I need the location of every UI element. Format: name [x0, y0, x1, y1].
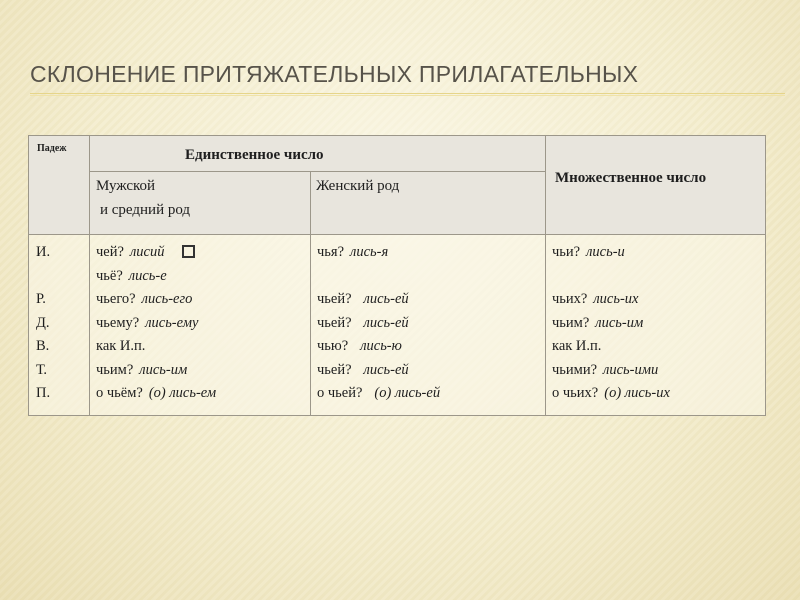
- form-question: о чьих?: [552, 385, 599, 401]
- singular-header-cell: [90, 136, 546, 172]
- form-answer: лись-ю: [360, 338, 402, 354]
- form-line: [96, 335, 310, 359]
- form-line: [317, 359, 545, 383]
- form-question: чьей?: [317, 314, 352, 331]
- form-answer: лись-ими: [603, 361, 659, 378]
- form-question: чьим?: [96, 361, 134, 378]
- masculine-header-line1: Мужской: [96, 178, 156, 194]
- case-header: Падеж: [37, 143, 67, 154]
- form-line: [96, 241, 310, 265]
- form-answer: (о) лись-их: [604, 385, 670, 401]
- form-line: [552, 335, 765, 359]
- form-line: [552, 265, 765, 289]
- form-answer: лись-им: [595, 314, 644, 331]
- form-line: [96, 288, 310, 312]
- form-line: [96, 382, 310, 406]
- form-question: чьей?: [317, 291, 352, 307]
- form-question: о чьём?: [96, 385, 143, 401]
- form-question: чья?: [317, 244, 345, 260]
- masculine-header-cell: [90, 172, 311, 235]
- form-question: чьё?: [96, 267, 123, 284]
- form-line: [317, 312, 545, 336]
- form-answer: лись-ей: [363, 291, 409, 307]
- case-label: В.: [36, 338, 50, 354]
- slide-title: СКЛОНЕНИЕ ПРИТЯЖАТЕЛЬНЫХ ПРИЛАГАТЕЛЬНЫХ: [30, 61, 639, 87]
- case-label: Т.: [36, 361, 48, 378]
- form-question: о чьей?: [317, 385, 363, 401]
- plural-header: Множественное число: [555, 170, 707, 186]
- form-question: чей?: [96, 244, 124, 260]
- form-answer: лись-ей: [363, 361, 409, 378]
- form-question: чью?: [317, 338, 349, 354]
- case-label: [36, 265, 89, 289]
- masculine-header-line2: и средний род: [100, 201, 191, 218]
- form-answer: лись-их: [593, 291, 639, 307]
- form-question: чьей?: [317, 361, 352, 378]
- form-question: чьего?: [96, 291, 136, 307]
- case-column: [29, 235, 90, 416]
- form-answer: лись-им: [139, 361, 188, 378]
- form-question: чьим?: [552, 314, 590, 331]
- form-question: как И.п.: [552, 338, 602, 354]
- feminine-header: Женский род: [316, 178, 400, 194]
- form-line: [552, 382, 765, 406]
- declension-table: [28, 135, 766, 416]
- masculine-forms-column: [90, 235, 311, 416]
- plural-forms-column: [546, 235, 766, 416]
- case-label: И.: [36, 244, 51, 260]
- form-line: [96, 359, 310, 383]
- form-question: чьими?: [552, 361, 598, 378]
- form-line: [552, 241, 765, 265]
- feminine-forms-column: [311, 235, 546, 416]
- form-line: [317, 335, 545, 359]
- form-answer: лись-я: [350, 244, 389, 260]
- form-line: [552, 359, 765, 383]
- form-answer: лисий: [129, 244, 165, 260]
- form-line: [96, 265, 310, 289]
- form-line: [552, 312, 765, 336]
- form-answer: (о) лись-ей: [374, 385, 441, 401]
- form-line: [317, 288, 545, 312]
- form-answer: лись-е: [128, 267, 167, 284]
- case-label: Д.: [36, 314, 50, 331]
- form-answer: лись-ей: [363, 314, 409, 331]
- form-answer: (о) лись-ем: [148, 385, 217, 401]
- title-underline: [30, 93, 785, 94]
- feminine-header-cell: [311, 172, 546, 235]
- case-label: П.: [36, 385, 51, 401]
- form-question: чьему?: [96, 314, 140, 331]
- form-question: как И.п.: [96, 338, 146, 354]
- case-label: Р.: [36, 291, 46, 307]
- form-answer: лись-ему: [145, 314, 199, 331]
- case-header-cell: [29, 136, 90, 235]
- form-answer: лись-и: [586, 244, 625, 260]
- form-line: [317, 265, 545, 289]
- form-question: чьих?: [552, 291, 588, 307]
- plural-header-cell: [546, 136, 766, 235]
- form-question: чьи?: [552, 244, 581, 260]
- square-icon: [182, 245, 195, 258]
- form-line: [317, 382, 545, 406]
- form-line: [96, 312, 310, 336]
- title-underline-secondary: [30, 95, 785, 96]
- form-line: [552, 288, 765, 312]
- form-line: [317, 241, 545, 265]
- form-answer: лись-его: [141, 291, 193, 307]
- singular-header: Единственное число: [185, 147, 324, 163]
